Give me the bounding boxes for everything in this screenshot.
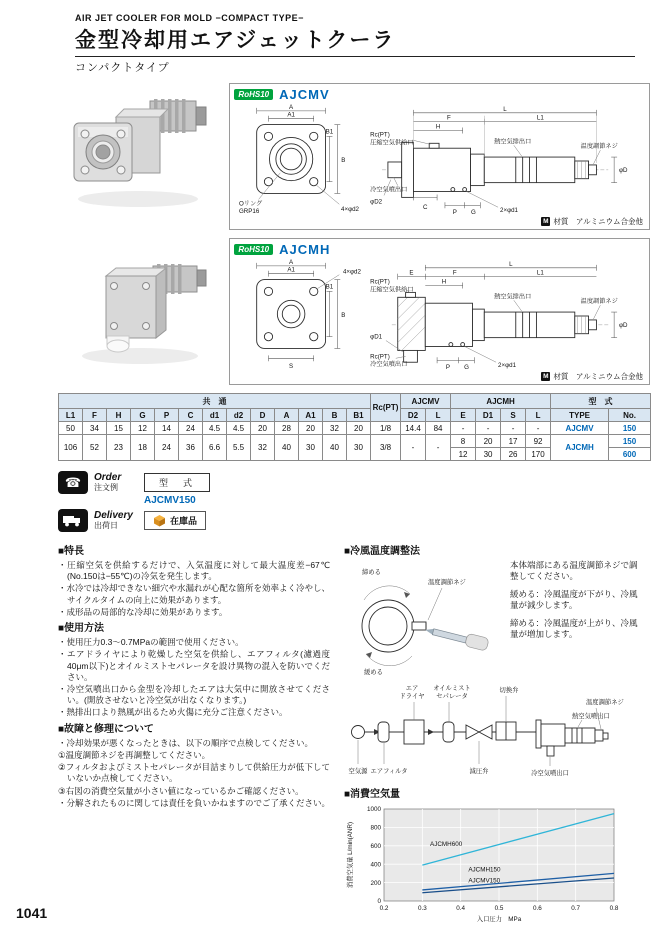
mount-holes-label: 2×φd1 [498,362,517,370]
dim-l-label: L [503,105,508,113]
col-ajcmv-d2: D2 [401,409,426,422]
pipe-cold-out-label: 冷空気噴出口 [531,770,569,777]
dim-p-label: P [453,209,458,217]
material-icon: M [543,218,549,225]
dim-a-label: A [289,258,294,266]
cell: 6.6 [203,435,227,461]
cell-rc: 3/8 [371,435,401,461]
cell: - [401,435,426,461]
drawings-ajcmh [234,256,645,376]
dim-b1-label: B1 [326,128,334,136]
col-b: B [323,409,347,422]
cell-rc: 1/8 [371,422,401,435]
dim-l1-label: L1 [537,269,545,277]
temp-adjust-row [344,560,640,680]
phi-d-label: φD [619,321,628,329]
cell: 170 [526,448,551,461]
x-tick-label: 0.7 [571,905,581,912]
repair-item: ・冷却効果が悪くなったときは、以下の順序で点検してください。 [58,737,314,748]
cell: 8 [451,435,476,448]
cell: 15 [107,422,131,435]
col-d2: d2 [227,409,251,422]
order-label: Order [94,472,122,484]
cell: 40 [323,435,347,461]
air-dryer-label-2: ドライヤ [399,693,425,700]
cell-type: AJCMH [551,435,609,461]
temp-screw-label: 温度調節ネジ [581,143,619,151]
cell: 4.5 [227,422,251,435]
cell: 40 [275,435,299,461]
dim-b1-label: B1 [326,283,334,291]
drawing-panel-ajcmv [229,83,650,230]
adjust-desc-loosen: 緩める：冷風温度が下がり、冷風量が減少します。 [510,588,638,611]
section-air-consumption [344,785,640,930]
spec-column-header-row [59,409,651,422]
temp-adjust-title: ■冷風温度調整法 [344,546,421,557]
cold-rc-label: Rc(PT) [370,353,391,361]
catalog-page [0,13,650,931]
phone-icon: ☎ [58,471,88,494]
cell: 30 [299,435,323,461]
repair-item: ②フィルタおよびミストセパレータが目詰まりして供給圧力が低下していないか点検してください。 [58,762,330,784]
page-subtitle: コンパクトタイプ [75,62,170,74]
usage-title: ■使用方法 [58,623,105,635]
page-header [75,13,650,75]
cell: - [526,422,551,435]
body-outline [388,142,597,197]
col-d: D [251,409,275,422]
dim-c-label: C [423,204,428,212]
screwdriver [424,623,489,651]
dim-f-label: F [447,114,452,122]
col-a: A [275,409,299,422]
cooler-end-view [362,600,426,652]
product-photo-ajcmh [58,238,225,378]
x-tick-label: 0.5 [494,905,504,912]
photo-shadow [82,348,198,364]
front-flange [74,123,132,181]
regulator-label: 減圧弁 [469,768,489,775]
cell: 52 [83,435,107,461]
ajcmv-front-view [234,101,362,221]
cell: 32 [323,422,347,435]
screw-label: 温度調節ネジ [428,579,466,586]
product-name-ajcmv: AJCMV [279,86,330,102]
cell: - [476,422,501,435]
cell: 18 [131,435,155,461]
material-note-ajcmv [541,216,643,227]
y-tick-label: 800 [370,824,381,832]
cold-air-outlet-label: 冷空気噴出口 [370,186,408,194]
truck-glyph [63,514,83,527]
dim-p-label: P [446,364,451,372]
ajcmv-side-view [366,101,638,221]
separator-label-2: セパレータ [436,693,468,700]
cell: 5.5 [227,435,251,461]
ajcmh-front-view [234,256,362,376]
chart-series-label: AJCMH150 [468,866,501,874]
flange-outline [257,280,326,349]
drawing-panel-ajcmh [229,238,650,385]
cell: 20 [476,435,501,448]
cell: 20 [299,422,323,435]
phi-d2-label: φD2 [370,198,383,206]
product-photo-ajcmv [58,83,225,223]
col-h: H [107,409,131,422]
dim-a-label: A [289,103,294,111]
col-ajcmh-s: S [501,409,526,422]
phi-d-label: φD [619,166,628,174]
material-note-ajcmh [541,371,643,382]
cell: 20 [347,422,371,435]
supply-rc-label: Rc(PT) [370,278,391,286]
ajcmv-photo-illustration [58,83,223,218]
chart-x-axis-label: 入口圧力 MPa [476,916,522,923]
cell: 30 [476,448,501,461]
col-l1: L1 [59,409,83,422]
delivery-row [58,509,650,532]
col-g: G [131,409,155,422]
temp-adjust-diagram [344,560,504,680]
supply-rc-label: Rc(PT) [370,131,391,139]
bolt-holes-label: 4×φd2 [341,206,360,214]
rohs-badge: RoHS10 [234,244,273,255]
dim-a1-label: A1 [287,111,296,119]
cell: 84 [426,422,451,435]
page-number: 1041 [16,905,48,921]
x-tick-label: 0.8 [609,905,619,912]
panel-head-ajcmv [234,87,645,101]
cell-no: 600 [609,448,651,461]
drawings-ajcmv [234,101,645,221]
col-b1: B1 [347,409,371,422]
stock-badge [144,511,206,530]
cell: 23 [107,435,131,461]
cell: 92 [526,435,551,448]
air-dryer-label-1: エア [405,685,419,692]
right-column [344,542,640,930]
dim-f-label: F [453,269,458,277]
loosen-label: 緩める [364,669,383,676]
dim-b-label: B [341,311,346,319]
cell: 24 [155,435,179,461]
material-text: 材質 アルミニウム合金他 [553,217,643,226]
leader-line [428,588,442,620]
mount-holes-label: 2×φd1 [500,207,519,215]
cell: 28 [275,422,299,435]
product-section-ajcmh [58,238,650,385]
y-tick-label: 0 [377,898,381,906]
cell: 17 [501,435,526,448]
switch-valve-label: 切換弁 [499,687,519,694]
model-format-box: 型 式 [144,473,210,492]
white-nozzle [107,336,129,352]
repair-item: ・分解されたものに関しては責任を負いかねますのでご了承ください。 [58,797,331,808]
left-column [58,542,330,930]
y-tick-label: 600 [370,843,381,850]
adjust-desc: 本体端部にある温度調節ネジで調整してください。 [510,560,638,582]
x-tick-label: 0.3 [417,905,427,912]
section-usage [58,619,330,719]
cell-no: 150 [609,422,651,435]
repair-item: ①温度調節ネジを再調整してください。 [58,749,211,760]
x-tick-label: 0.6 [532,905,542,912]
panel-head-ajcmh [234,242,645,256]
hot-air-exhaust-label: 熱空気排出口 [494,138,532,146]
pipe-screw-label: 温度調節ネジ [586,699,624,706]
cell: 50 [59,422,83,435]
cell: 36 [179,435,203,461]
air-consumption-chart [344,803,636,925]
spec-group-model: 型 式 [551,394,651,409]
material-icon: M [543,373,549,380]
stock-box-icon [153,514,166,527]
product-section-ajcmv [58,83,650,230]
order-delivery-block [58,471,650,532]
piping-diagram [344,680,636,780]
air-source-label: 空気源 [348,768,368,775]
content-columns [58,542,650,930]
adjust-desc-tighten: 締める：冷風温度が上がり、冷風量が増加します。 [510,617,638,640]
col-f: F [83,409,107,422]
hot-air-exhaust-label: 熱空気排出口 [494,293,532,301]
supply-port-label: 圧縮空気供給口 [370,286,414,294]
cell: - [501,422,526,435]
spec-col-rc: Rc(PT) [371,394,401,422]
delivery-label: Delivery [94,510,133,522]
cell: 20 [251,422,275,435]
spec-table [58,393,651,461]
section-temp-adjust [344,542,640,785]
delivery-labels [94,511,138,530]
chart-series-label: AJCMV150 [468,877,501,885]
usage-item: ・エアドライヤにより乾燥した空気を供給し、エアフィルタ(濾過度40μm以下)とオイルミストセパレータを設け異物の混入を防いでください。 [58,649,330,682]
cell-no: 150 [609,435,651,448]
bolt-holes-label: 4×φd2 [343,268,362,276]
cell: 106 [59,435,83,461]
order-sublabel: 注文例 [94,482,118,492]
dim-a1-label: A1 [287,266,296,274]
feature-item: ・圧縮空気を供給するだけで、入気温度に対して最大温度差−67℃(No.150は−55℃)の冷気を発生します。 [58,560,330,582]
dim-h-label: H [436,123,441,131]
dim-h-label: H [442,278,447,286]
supply-port-label: 圧縮空気供給口 [370,139,414,147]
spec-group-common: 共 通 [59,394,371,409]
dim-l1-label: L1 [537,114,545,122]
ajcmh-photo-illustration [58,238,223,373]
col-ajcmh-d1: D1 [476,409,501,422]
col-ajcmv-l: L [426,409,451,422]
title-divider [75,56,635,57]
oring-label-2: GRP16 [239,208,260,216]
chart-plot-group [367,806,619,912]
body-outline [398,292,597,362]
spec-row-ajcmv150 [59,422,651,435]
rohs-badge: RoHS10 [234,89,273,100]
spec-row-ajcmh150 [59,435,651,448]
usage-item: ・冷空気噴出口から金型を冷却したエアは大気中に開放させてください。(開放させないと冷空気が出なくなります。) [58,683,330,706]
cell: 26 [501,448,526,461]
ajcmh-side-view [366,256,638,376]
x-tick-label: 0.4 [456,905,466,912]
cell: 4.5 [203,422,227,435]
separator-label-1: オイルミスト [433,685,471,692]
chart-y-axis-label: 消費空気量 L/min(ANR) [347,821,354,889]
cell: 24 [179,422,203,435]
repair-title: ■故障と修理について [58,723,154,735]
y-tick-label: 1000 [366,806,381,814]
repair-item: ③右図の消費空気量が小さい値になっているかご確認ください。 [58,785,304,796]
cell: 12 [451,448,476,461]
phi-d1-label: φD1 [370,333,383,341]
cell: 14 [155,422,179,435]
cold-air-outlet-label: 冷空気噴出口 [370,361,408,369]
spec-group-header-row [59,394,651,409]
feature-item: ・成形品の局部的な冷却に効果があります。 [58,606,228,617]
col-d1: d1 [203,409,227,422]
temp-screw-label: 温度調節ネジ [581,298,619,306]
cell: 12 [131,422,155,435]
chart-series-label: AJCMH600 [430,840,463,848]
oring-label-1: Oリング [239,200,263,208]
stock-badge-text: 在庫品 [170,516,198,526]
col-a1: A1 [299,409,323,422]
col-ajcmh-l: L [526,409,551,422]
features-title: ■特長 [58,546,85,557]
section-features [58,542,330,618]
dim-e-label: E [409,269,415,277]
col-no: No. [609,409,651,422]
truck-icon [58,509,88,532]
material-text: 材質 アルミニウム合金他 [553,372,643,381]
photo-shadow [78,191,198,207]
spec-group-ajcmv: AJCMV [401,394,451,409]
spec-group-ajcmh: AJCMH [451,394,551,409]
dim-b-label: B [341,156,346,164]
pipe-hot-out-label: 熱空気噴出口 [572,713,610,720]
cooler-unit [536,720,608,756]
product-name-ajcmh: AJCMH [279,241,331,257]
x-tick-label: 0.2 [379,905,389,912]
cell: 14.4 [401,422,426,435]
dim-l-label: L [509,260,514,268]
col-p: P [155,409,179,422]
body-block [106,268,166,338]
temp-adjust-text [510,560,640,680]
col-c: C [179,409,203,422]
section-repair [58,720,330,809]
air-filter-label: エアフィルタ [370,768,408,775]
cell: - [451,422,476,435]
feature-item: ・水冷では冷却できない細穴や水漏れが心配な箇所を効率よく冷やし、サイクルタイムの向上に効果があります。 [58,583,331,605]
col-type: TYPE [551,409,609,422]
cell: 34 [83,422,107,435]
delivery-sublabel: 出荷日 [94,520,118,530]
cell: - [426,435,451,461]
flange-outline [257,125,326,194]
air-consumption-title: ■消費空気量 [344,789,401,800]
cell: 30 [347,435,371,461]
dim-s-label: S [289,363,294,371]
tighten-label: 締める [362,569,381,576]
order-example: AJCMV150 [144,495,196,506]
dim-g-label: G [464,364,470,372]
page-title: 金型冷却用エアジェットクーラ [75,29,396,52]
usage-item: ・熱排出口より熱風が出るため火傷に充分ご注意ください。 [58,707,288,718]
y-tick-label: 400 [370,861,381,869]
cell: 32 [251,435,275,461]
dim-g-label: G [471,209,477,217]
order-labels [94,473,138,492]
col-ajcmh-e: E [451,409,476,422]
cell-type: AJCMV [551,422,609,435]
header-english: AIR JET COOLER FOR MOLD −COMPACT TYPE− [75,13,304,23]
order-row [58,471,650,494]
y-tick-label: 200 [370,879,381,887]
usage-item: ・使用圧力0.3〜0.7MPaの範囲で使用ください。 [58,637,244,648]
